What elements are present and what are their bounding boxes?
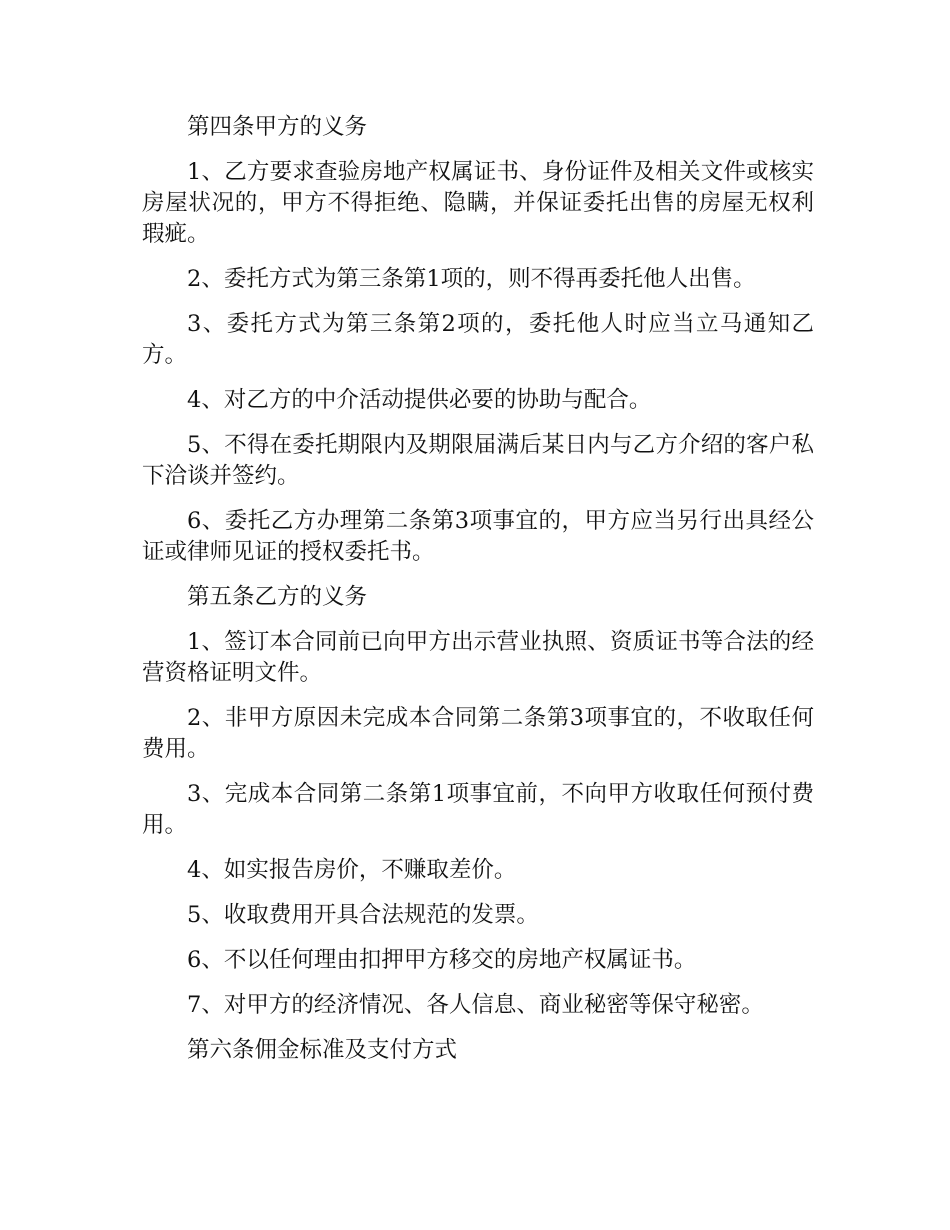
document-page xyxy=(142,112,814,1080)
section-heading-article-4: 第四条甲方的义务 xyxy=(187,114,368,140)
section-heading-article-6: 第六条佣金标准及支付方式 xyxy=(187,1037,458,1063)
clause-4-3: 3、委托方式为第三条第2项的，委托他人时应当立马通知乙方。 xyxy=(142,311,814,368)
clause-5-7: 7、对甲方的经济情况、各人信息、商业秘密等保守秘密。 xyxy=(187,992,764,1018)
clause-5-2: 2、非甲方原因未完成本合同第二条第3项事宜的，不收取任何费用。 xyxy=(142,705,814,762)
clause-4-1: 1、乙方要求查验房地产权属证书、身份证件及相关文件或核实房屋状况的，甲方不得拒绝、隐瞒，并保证委托出售的房屋无权利瑕疵。 xyxy=(142,159,814,247)
clause-5-4: 4、如实报告房价，不赚取差价。 xyxy=(187,857,517,883)
clause-5-6: 6、不以任何理由扣押甲方移交的房地产权属证书。 xyxy=(187,947,697,973)
section-heading-article-5: 第五条乙方的义务 xyxy=(187,584,368,610)
clause-4-4: 4、对乙方的中介活动提供必要的协助与配合。 xyxy=(187,387,652,413)
clause-5-1: 1、签订本合同前已向甲方出示营业执照、资质证书等合法的经营资格证明文件。 xyxy=(142,629,814,686)
clause-5-3: 3、完成本合同第二条第1项事宜前，不向甲方收取任何预付费用。 xyxy=(142,781,814,838)
clause-4-5: 5、不得在委托期限内及期限届满后某日内与乙方介绍的客户私下洽谈并签约。 xyxy=(142,432,814,489)
clause-4-2: 2、委托方式为第三条第1项的，则不得再委托他人出售。 xyxy=(187,266,756,292)
clause-5-5: 5、收取费用开具合法规范的发票。 xyxy=(187,902,539,928)
clause-4-6: 6、委托乙方办理第二条第3项事宜的，甲方应当另行出具经公证或律师见证的授权委托书。 xyxy=(142,508,814,565)
